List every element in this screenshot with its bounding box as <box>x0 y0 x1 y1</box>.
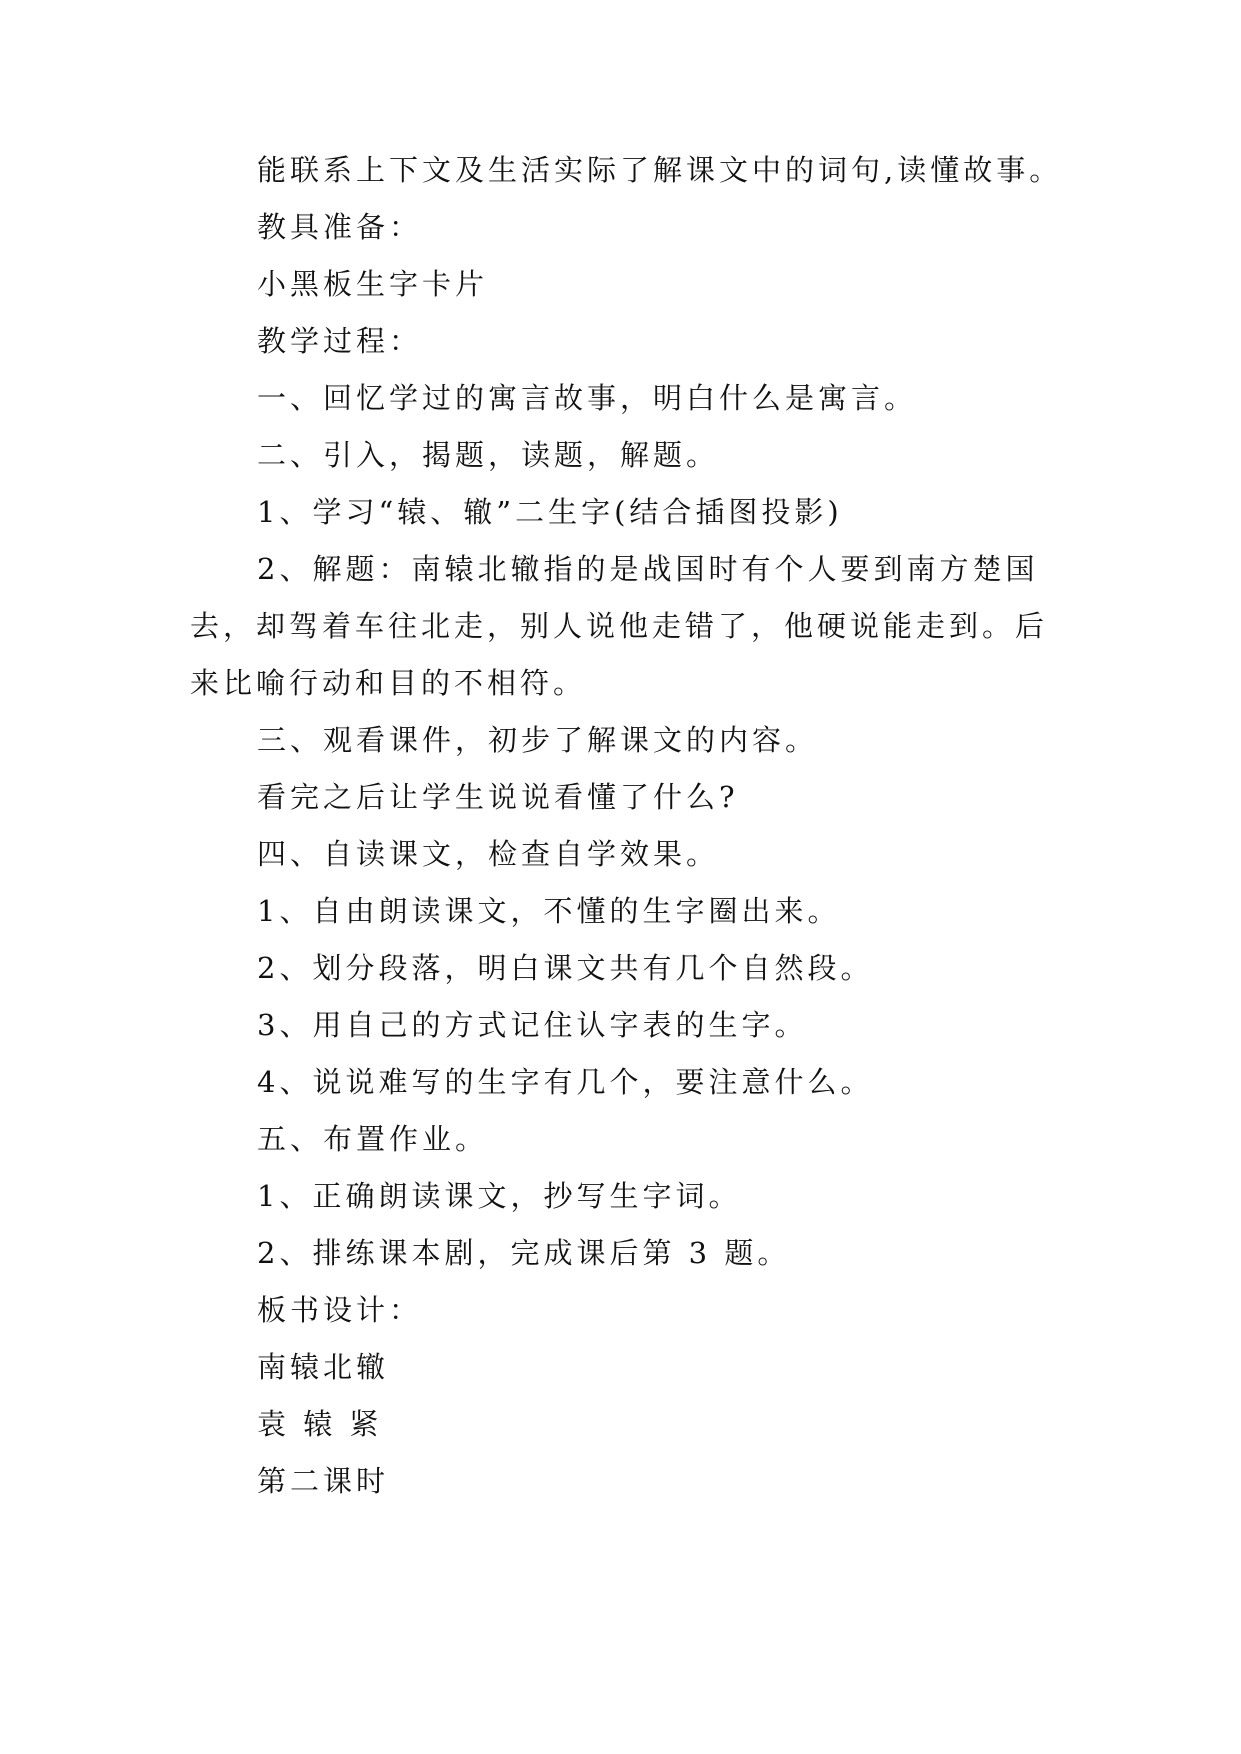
step-2-item-2-line-1: 2、解题：南辕北辙指的是战国时有个人要到南方楚国 <box>257 552 1039 586</box>
step-2-item-2-line-2: 去，却驾着车往北走，别人说他走错了，他硬说能走到。后 <box>190 609 1049 643</box>
paragraph-teaching-aids: 小黑板生字卡片 <box>257 267 489 301</box>
step-3-heading: 三、观看课件，初步了解课文的内容。 <box>257 723 819 757</box>
heading-teaching-process: 教学过程： <box>257 324 423 358</box>
heading-second-lesson: 第二课时 <box>257 1464 390 1498</box>
step-2-item-1: 1、学习“辕、辙”二生字(结合插图投影) <box>257 495 843 529</box>
step-5-item-2: 2、排练课本剧，完成课后第 3 题。 <box>257 1236 791 1270</box>
step-5-item-1: 1、正确朗读课文，抄写生字词。 <box>257 1179 742 1213</box>
step-4-item-4: 4、说说难写的生字有几个，要注意什么。 <box>257 1065 874 1099</box>
step-4-item-1: 1、自由朗读课文，不懂的生字圈出来。 <box>257 894 841 928</box>
step-5-heading: 五、布置作业。 <box>257 1122 489 1156</box>
step-2-item-2-line-3: 来比喻行动和目的不相符。 <box>190 666 587 700</box>
step-2-heading: 二、引入，揭题，读题，解题。 <box>257 438 720 472</box>
step-4-heading: 四、自读课文，检查自学效果。 <box>257 837 720 871</box>
heading-teaching-aids: 教具准备： <box>257 210 423 244</box>
step-1-heading: 一、回忆学过的寓言故事，明白什么是寓言。 <box>257 381 918 415</box>
heading-blackboard-design: 板书设计： <box>257 1293 423 1327</box>
step-4-item-2: 2、划分段落，明白课文共有几个自然段。 <box>257 951 874 985</box>
blackboard-characters: 袁 辕 紧 <box>257 1407 383 1441</box>
step-4-item-3: 3、用自己的方式记住认字表的生字。 <box>257 1008 808 1042</box>
step-3-note: 看完之后让学生说说看懂了什么? <box>257 780 739 814</box>
blackboard-title: 南辕北辙 <box>257 1350 390 1384</box>
paragraph-objective: 能联系上下文及生活实际了解课文中的词句,读懂故事。 <box>257 153 1063 187</box>
